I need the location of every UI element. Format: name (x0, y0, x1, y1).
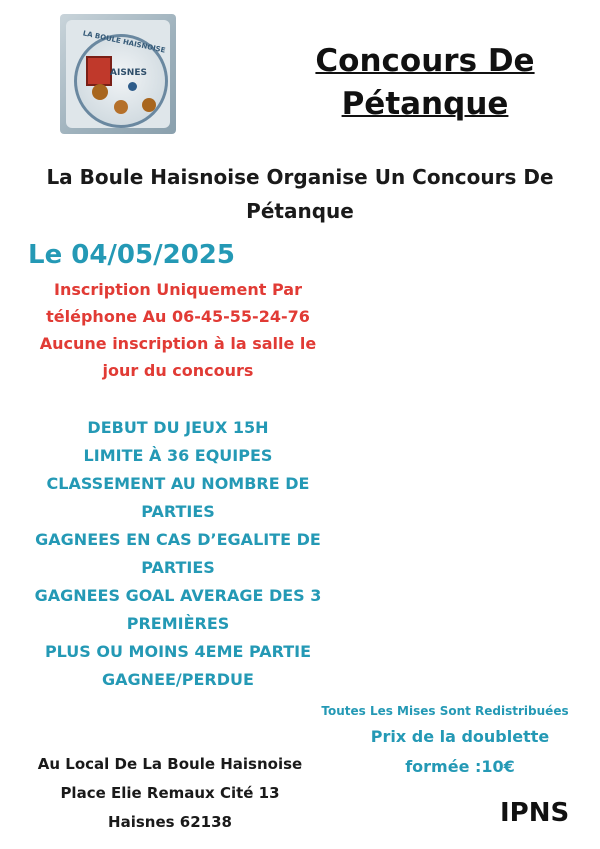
rules-line: PLUS OU MOINS 4EME PARTIE (44, 642, 312, 661)
inscription-line: jour du concours (102, 361, 254, 380)
price-line: Prix de la doublette (370, 727, 550, 746)
rules-line: CLASSEMENT AU NOMBRE DE (46, 474, 310, 493)
boule-icon (142, 98, 156, 112)
title-line: Concours De (315, 43, 535, 79)
rules-line: PARTIES (141, 502, 215, 521)
inscription-line: téléphone Au 06-45-55-24-76 (46, 307, 310, 326)
inscription-info (18, 276, 338, 384)
rules-line: GAGNEES GOAL AVERAGE DES 3 (34, 586, 322, 605)
rules-line: DEBUT DU JEUX 15H (87, 418, 269, 437)
poster-title (290, 40, 560, 126)
logo-arc-text: LA BOULE HAISNOISE (82, 29, 167, 55)
title-line: Pétanque (341, 86, 509, 122)
subtitle-line: La Boule Haisnoise Organise Un Concours De (46, 165, 554, 189)
club-logo (60, 14, 176, 134)
rules-line: GAGNEES EN CAS D’EGALITE DE (35, 530, 321, 549)
boule-icon (92, 84, 108, 100)
address-line: Place Elie Remaux Cité 13 (60, 784, 280, 802)
rules-line: LIMITE À 36 EQUIPES (83, 446, 273, 465)
ipns-label: IPNS (500, 798, 570, 828)
rules-line: GAGNEE/PERDUE (102, 670, 254, 689)
poster-subtitle (10, 160, 590, 228)
mises-note: Toutes Les Mises Sont Redistribuées (321, 704, 569, 718)
rules-line: PARTIES (141, 558, 215, 577)
logo-center-text: AISNES (110, 68, 147, 78)
subtitle-line: Pétanque (246, 199, 354, 223)
cochonnet-icon (128, 82, 137, 91)
event-date: Le 04/05/2025 (28, 240, 235, 270)
venue-address (10, 750, 330, 837)
address-line: Haisnes 62138 (108, 813, 232, 831)
logo-flag-icon (86, 56, 112, 86)
rules-line: PREMIÈRES (126, 614, 230, 633)
price-info (330, 722, 590, 782)
boule-icon (114, 100, 128, 114)
rules-info (18, 414, 338, 694)
price-line: formée :10€ (405, 757, 515, 776)
address-line: Au Local De La Boule Haisnoise (37, 755, 303, 773)
inscription-line: Inscription Uniquement Par (54, 280, 302, 299)
inscription-line: Aucune inscription à la salle le (39, 334, 317, 353)
